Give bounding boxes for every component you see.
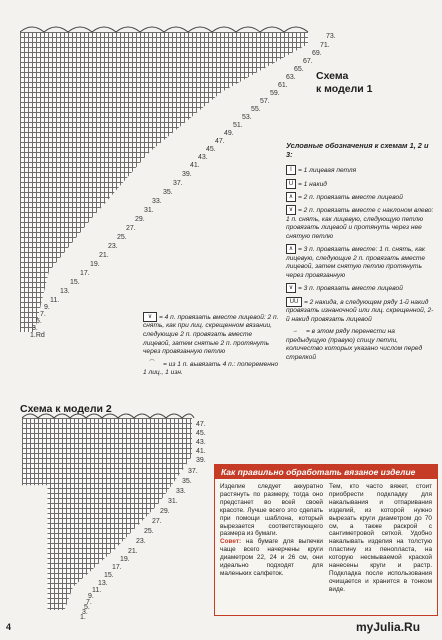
row-num: 41. [190, 162, 200, 169]
row-num: 29. [135, 216, 145, 223]
row-num: 19. [90, 261, 100, 268]
row-num: 35. [182, 478, 192, 485]
row-num: 17. [112, 564, 122, 571]
howto-title: Как правильно обработать вязаное изделие [215, 465, 437, 479]
row-num: 55. [251, 106, 261, 113]
howto-box [214, 464, 438, 616]
legend-text: = 1 накид [298, 180, 327, 188]
scheme2-title: Схема к модели 2 [20, 403, 112, 415]
legend-text: = 2 п. провязать вместе лицевой [298, 193, 403, 201]
row-num: 47. [215, 138, 225, 145]
row-num: 73. [326, 33, 336, 40]
row-num: 15. [104, 572, 114, 579]
row-num: 71. [320, 42, 330, 49]
row-num: 47. [196, 421, 206, 428]
row-num: 51. [233, 122, 243, 129]
row-num: 29. [160, 508, 170, 515]
row-num: 1.Rd [30, 332, 45, 339]
k2tog-icon: ∧ [286, 192, 296, 202]
legend-text: = 2 п. провязать вместе с наклоном влево: 1 п. снять, как лицевую, следующую петлю провязать лицевой и протянуть через нее снятую петлю [286, 206, 434, 240]
k4tog-icon: ∨ [143, 312, 157, 322]
row-num: 11. [92, 587, 102, 594]
row-num: 11. [50, 297, 60, 304]
row-num: 23. [108, 243, 118, 250]
row-num: 7. [86, 599, 92, 606]
legend-text: = 1 лицевая петля [298, 166, 357, 174]
row-num: 13. [60, 288, 70, 295]
double-yarn-over-icon: UU [286, 297, 302, 307]
row-num: 27. [152, 518, 162, 525]
row-num: 43. [198, 154, 208, 161]
row-num: 15. [70, 279, 80, 286]
row-num: 43. [196, 439, 206, 446]
row-num: 21. [128, 548, 138, 555]
howto-col2-text: Тем, кто часто вяжет, стоит приобрести подкладку для накалывания и отпаривания изделий, из которой нужно вырезать круги диаметром до 70 см, а также раскрой с сантиметровой сеткой. Удобно накалывать изделия на толстую пластину из пенопласта, на которую несмываемой краской нанесены круги и растр. Подкладка после использования очищается и хранится в тонком виде. [329, 483, 432, 593]
row-num: 21. [99, 252, 109, 259]
row-num: 53. [242, 114, 252, 121]
site-watermark: myJulia.Ru [356, 620, 421, 634]
row-num: 1. [80, 614, 86, 621]
increase-icon: ⌒ [148, 360, 155, 367]
ssk-icon: ∨ [286, 205, 296, 215]
row-num: 41. [196, 448, 206, 455]
row-num: 5. [36, 318, 42, 325]
row-num: 13. [98, 580, 108, 587]
note4-line1-text: = 4 п. провязать вместе лицевой: 2 п. снять, как при лиц. скрещенном вязании, следующие 2 п. провязать вместе лицевой, затем снятые 2 п. протянуть через провязанную петлю [143, 313, 279, 356]
legend-text: = в этом ряду перенести на предыдущую (правую) спицу петли, количество которых указано числом перед стрелкой [286, 328, 423, 361]
row-num: 69. [312, 50, 322, 57]
row-num: 3. [82, 609, 88, 616]
howto-col2 [329, 483, 432, 594]
row-num: 61. [278, 82, 288, 89]
row-num: 27. [126, 225, 136, 232]
arrow-icon: → [292, 328, 298, 335]
yarn-over-icon: U [286, 179, 296, 189]
row-num: 25. [117, 234, 127, 241]
row-num: 31. [144, 207, 154, 214]
row-num: 3. [32, 325, 38, 332]
row-num: 39. [182, 171, 192, 178]
row-num: 33. [176, 488, 186, 495]
row-num: 65. [294, 66, 304, 73]
row-num: 37. [188, 468, 198, 475]
row-num: 33. [152, 198, 162, 205]
note4-line2-text: = из 1 п. вывязать 4 п.: попеременно 1 лиц., 1 изн. [143, 360, 279, 377]
scheme1-title-line2: к модели 1 [316, 83, 373, 95]
legend-text: = 3 п. провязать вместе: 1 п. снять, как лицевую, следующие 2 п. провязать вместе лицевой, затем снятую петлю протянуть через провязанную [286, 246, 426, 279]
row-num: 45. [196, 430, 206, 437]
scheme1-title-line1: Схема [316, 70, 349, 82]
row-num: 39. [196, 457, 206, 464]
sk2p-icon: ∧ [286, 244, 296, 254]
row-num: 5. [84, 604, 90, 611]
row-num: 17. [80, 270, 90, 277]
row-num: 19. [120, 556, 130, 563]
howto-col1 [220, 483, 323, 594]
row-num: 31. [168, 498, 178, 505]
legend-title: Условные обозначения к схемам 1, 2 и 3: [286, 141, 429, 159]
knit-stitch-icon: I [286, 165, 296, 175]
row-num: 57. [260, 98, 270, 105]
row-num: 37. [173, 180, 183, 187]
k3tog-icon: ∨ [286, 283, 296, 293]
legend-text: = 2 накида, в следующем ряду 1-й накид провязать изнаночной или лиц. скрещенной, 2-й накид провязать лицевой [286, 298, 434, 323]
howto-col1-text: Изделие следует аккуратно растянуть по размеру, тогда оно предстанет во всей своей красоте. Лучше всего это сделать при помощи шаблона, который вырезается соответствующего размера из бумаги. [220, 483, 323, 538]
row-num: 49. [224, 130, 234, 137]
row-num: 63. [286, 74, 296, 81]
row-num: 45. [206, 146, 216, 153]
legend-text: = 3 п. провязать вместе лицевой [298, 285, 403, 293]
page-number: 4 [6, 622, 12, 632]
row-num: 25. [144, 528, 154, 535]
howto-tip-text: на бумаге для выпечки чаще всего начерчены круги диаметром 22, 24 и 26 см, они идеально подходят для маленьких салфеток. [220, 538, 324, 577]
row-num: 59. [270, 90, 280, 97]
row-num: 23. [136, 538, 146, 545]
row-num: 35. [163, 189, 173, 196]
row-num: 9. [88, 593, 94, 600]
row-num: 7. [40, 311, 46, 318]
howto-tip-label: Совет: [220, 538, 242, 546]
row-num: 9. [44, 304, 50, 311]
row-num: 67. [303, 58, 313, 65]
